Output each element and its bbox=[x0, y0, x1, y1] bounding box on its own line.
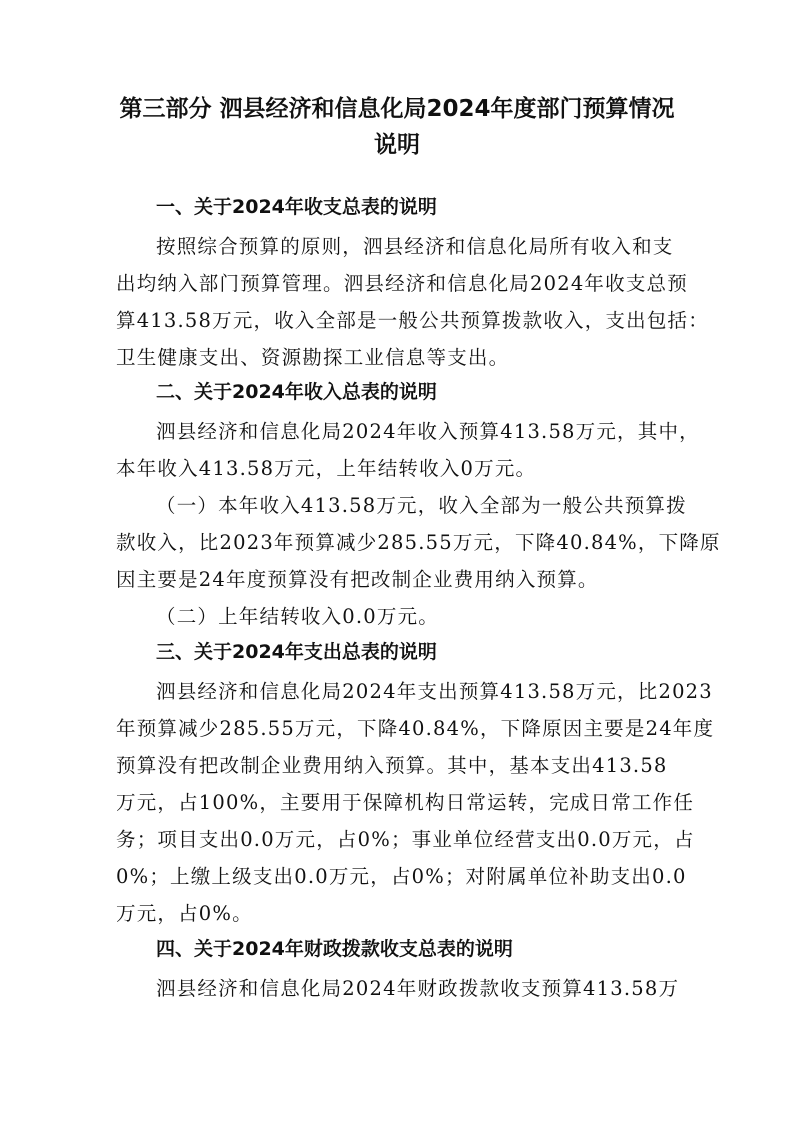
section-2-paragraph-2 bbox=[116, 487, 721, 598]
section-1-paragraph-1 bbox=[116, 228, 716, 376]
text-line: 卫生健康支出、资源勘探工业信息等支出。 bbox=[116, 346, 510, 369]
section-heading-2: 二、关于2024年收入总表的说明 bbox=[156, 381, 437, 403]
text-line: 出均纳入部门预算管理。泗县经济和信息化局2024年收支总预 bbox=[116, 272, 688, 295]
text-line: （二）上年结转收入0.0万元。 bbox=[156, 605, 440, 628]
section-2-paragraph-3 bbox=[116, 598, 716, 635]
text-line: 算413.58万元，收入全部是一般公共预算拨款收入，支出包括： bbox=[116, 309, 709, 332]
text-line: 泗县经济和信息化局2024年财政拨款收支预算413.58万 bbox=[156, 977, 680, 1000]
text-line: 泗县经济和信息化局2024年收入预算413.58万元，其中， bbox=[156, 420, 700, 443]
section-3-paragraph-1 bbox=[116, 673, 716, 932]
text-line: 本年收入413.58万元，上年结转收入0万元。 bbox=[116, 457, 537, 480]
text-line: 年预算减少285.55万元，下降40.84%，下降原因主要是24年度 bbox=[116, 717, 715, 740]
section-heading-1: 一、关于2024年收支总表的说明 bbox=[156, 196, 437, 218]
section-2-paragraph-1 bbox=[116, 413, 716, 487]
document-title-line-2: 说明 bbox=[374, 132, 420, 158]
text-line: 款收入，比2023年预算减少285.55万元，下降40.84%，下降原 bbox=[116, 531, 721, 554]
text-line: （一）本年收入413.58万元，收入全部为一般公共预算拨 bbox=[156, 494, 687, 517]
section-4-paragraph-1 bbox=[116, 970, 716, 1007]
text-line: 0%；上缴上级支出0.0万元，占0%；对附属单位补助支出0.0 bbox=[116, 865, 687, 888]
text-line: 预算没有把改制企业费用纳入预算。其中，基本支出413.58 bbox=[116, 754, 668, 777]
section-heading-3: 三、关于2024年支出总表的说明 bbox=[156, 641, 437, 663]
text-line: 务；项目支出0.0万元，占0%；事业单位经营支出0.0万元，占 bbox=[116, 828, 695, 851]
text-line: 万元，占100%，主要用于保障机构日常运转，完成日常工作任 bbox=[116, 791, 695, 814]
section-heading-4: 四、关于2024年财政拨款收支总表的说明 bbox=[156, 938, 513, 960]
text-line: 泗县经济和信息化局2024年支出预算413.58万元，比2023 bbox=[156, 680, 713, 703]
text-line: 按照综合预算的原则，泗县经济和信息化局所有收入和支 bbox=[156, 235, 674, 258]
text-line: 万元，占0%。 bbox=[116, 902, 253, 925]
text-line: 因主要是24年度预算没有把改制企业费用纳入预算。 bbox=[116, 568, 599, 591]
document-title-line-1: 第三部分 泗县经济和信息化局2024年度部门预算情况 bbox=[119, 96, 675, 122]
